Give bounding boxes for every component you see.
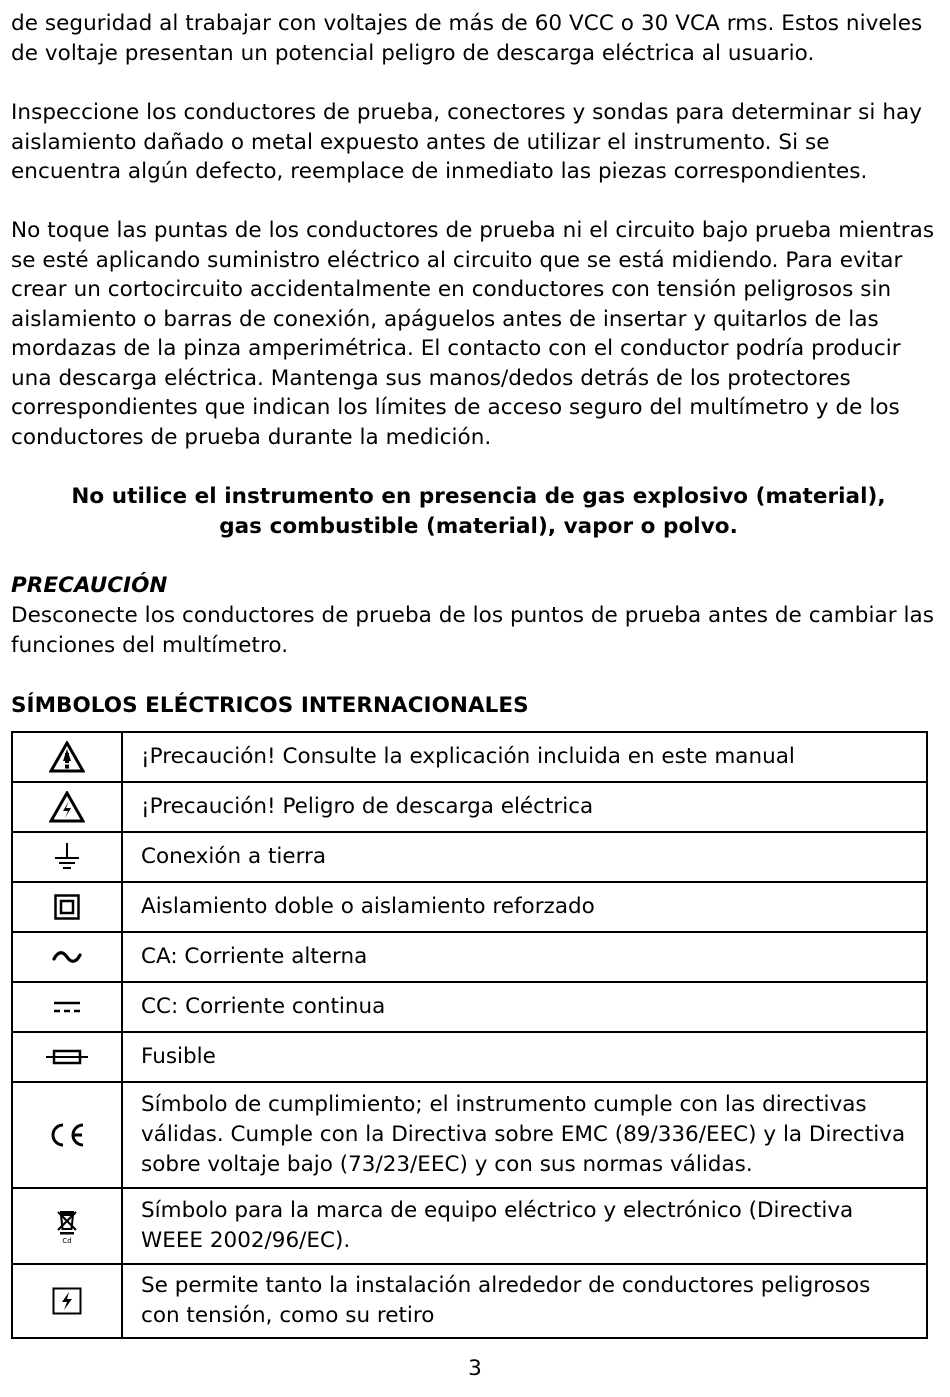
symbol-cell [12,1264,122,1338]
page-number: 3 [468,1356,482,1381]
ground-icon [54,842,80,872]
symbol-description: ¡Precaución! Peligro de descarga eléctrica [122,782,927,832]
table-row [12,1264,927,1338]
ac-icon [52,949,82,965]
symbols-table [11,731,928,1339]
table-row [12,932,927,982]
symbol-cell [12,982,122,1032]
warning-line-2: gas combustible (material), vapor o polvo. [219,513,738,539]
table-row [12,782,927,832]
caution-title: PRECAUCIÓN [11,573,168,598]
safety-paragraph-inspection: Inspeccione los conductores de prueba, conectores y sondas para determinar si hay aislamiento dañado o metal expuesto antes de utilizar el instrumento. Si se encuentra algún defecto, reemplace de inmediato las piezas correspondientes. [11,100,923,184]
ce-mark-icon [47,1121,87,1149]
symbol-description: CA: Corriente alterna [122,932,927,982]
symbol-cell [12,1082,122,1188]
table-row [12,1032,927,1082]
symbol-description: Aislamiento doble o aislamiento reforzado [122,882,927,932]
table-row [12,982,927,1032]
table-row [12,1082,927,1188]
symbol-description: Fusible [122,1032,927,1082]
symbol-description: Se permite tanto la instalación alrededor de conductores peligrosos con tensión, como su retiro [122,1264,927,1338]
safety-paragraph-contact: No toque las puntas de los conductores de prueba ni el circuito bajo prueba mientras se esté aplicando suministro eléctrico al circuito que se está midiendo. Para evitar crear un cortocircuito accidentalmente en conductores con tensión peligrosos sin aislamiento o barras de conexión, apáguelos antes de insertar y quitarlos de las mordazas de la pinza amperimétrica. El contacto con el conductor podría producir una descarga eléctrica. Mantenga sus manos/dedos detrás de los protectores correspondientes que indican los límites de acceso seguro del multímetro y de los conductores de prueba durante la medición. [11,218,935,450]
symbol-cell [12,932,122,982]
symbol-cell [12,832,122,882]
fuse-icon [45,1048,89,1066]
table-row [12,1188,927,1264]
warning-triangle-icon [49,741,85,773]
symbol-cell [12,882,122,932]
double-insulation-icon [54,894,80,920]
symbol-cell [12,1188,122,1264]
table-row [12,832,927,882]
dc-icon [52,1000,82,1014]
symbol-cell [12,1032,122,1082]
weee-bin-icon [55,1207,79,1245]
safety-paragraph-voltage: de seguridad al trabajar con voltajes de más de 60 VCC o 30 VCA rms. Estos niveles de voltaje presentan un potencial peligro de descarga eléctrica al usuario. [11,11,923,66]
symbol-description: Símbolo de cumplimiento; el instrumento cumple con las directivas válidas. Cumple con la Directiva sobre EMC (89/336/EEC) y la Directiva sobre voltaje bajo (73/23/EEC) y con sus normas válidas. [122,1082,927,1188]
symbol-description: Conexión a tierra [122,832,927,882]
shock-triangle-icon [49,791,85,823]
table-row [12,882,927,932]
symbol-description: ¡Precaución! Consulte la explicación incluida en este manual [122,732,927,782]
symbols-heading: SÍMBOLOS ELÉCTRICOS INTERNACIONALES [11,693,529,718]
symbol-description: CC: Corriente continua [122,982,927,1032]
explosive-gas-warning [11,482,946,541]
symbol-description: Símbolo para la marca de equipo eléctrico y electrónico (Directiva WEEE 2002/96/EC). [122,1188,927,1264]
weee-bin-label: Cd [62,1237,72,1245]
table-row [12,732,927,782]
hazardous-live-icon [52,1287,82,1315]
warning-line-1: No utilice el instrumento en presencia de gas explosivo (material), [71,484,886,509]
symbol-cell [12,732,122,782]
caution-body: Desconecte los conductores de prueba de los puntos de prueba antes de cambiar las funciones del multímetro. [11,603,935,658]
symbol-cell [12,782,122,832]
